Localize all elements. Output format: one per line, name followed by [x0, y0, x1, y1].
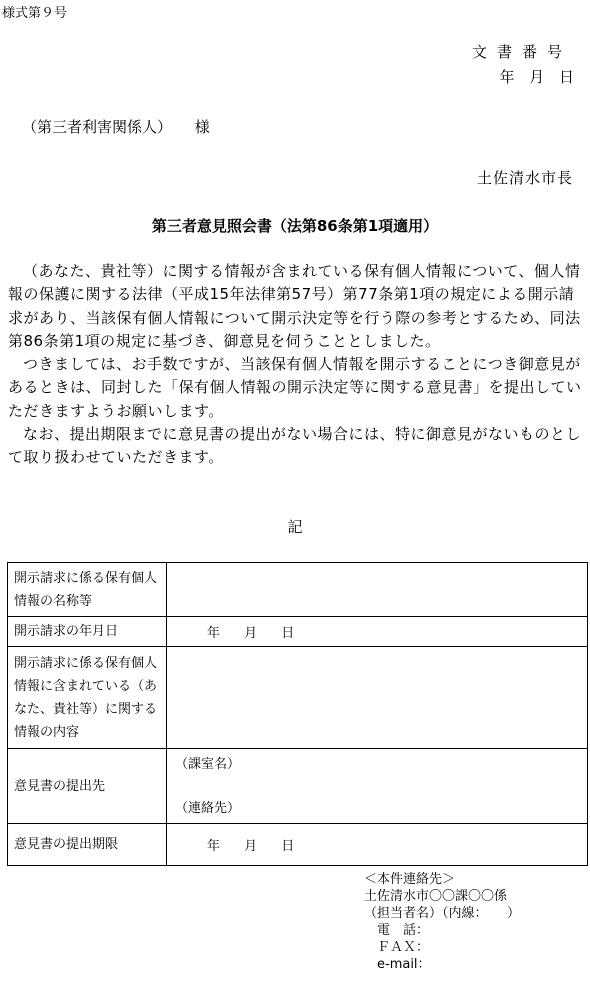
contact-person: （担当者名）（内線： ） — [364, 906, 521, 921]
table-value-deadline[interactable]: 年 月 日 — [167, 824, 588, 866]
body-paragraph: なお、提出期限までに意見書の提出がない場合には、特に御意見がないものとして取り扱わせていただきます。 — [8, 425, 582, 467]
info-table — [7, 562, 588, 866]
contact-label: （連絡先） — [175, 801, 241, 816]
contact-fax: ＦＡＸ： — [364, 940, 430, 955]
table-label-info-name: 開示請求に係る保有個人情報の名称等 — [8, 563, 167, 617]
table-value-info-content[interactable] — [167, 647, 588, 749]
table-row — [8, 647, 588, 749]
form-number: 様式第９号 — [2, 6, 68, 21]
document-number-label: 文書番号 — [471, 43, 572, 61]
table-value-request-date[interactable]: 年 月 日 — [167, 617, 588, 647]
table-label-info-content: 開示請求に係る保有個人情報に含まれている（あなた、貴社等）に関する情報の内容 — [8, 647, 167, 749]
table-row — [8, 617, 588, 647]
contact-phone: 電 話： — [364, 923, 430, 938]
body-paragraph: つきましては、お手数ですが、当該保有個人情報を開示することにつき御意見があるときは、同封した「保有個人情報の開示決定等に関する意見書」を提出していただきますようお願いします。 — [8, 355, 582, 420]
table-row — [8, 749, 588, 824]
contact-email: e-mail： — [364, 957, 431, 972]
table-value-submit-to[interactable] — [167, 749, 588, 824]
table-row — [8, 563, 588, 617]
document-title: 第三者意見照会書（法第86条第1項適用） — [151, 217, 439, 235]
recipient-line: （第三者利害関係人） 様 — [22, 118, 210, 136]
contact-dept: 土佐清水市〇〇課〇〇係 — [364, 889, 508, 904]
section-name-label: （課室名） — [175, 757, 241, 772]
issue-date-label: 年 月 日 — [499, 68, 574, 86]
contact-heading: ＜本件連絡先＞ — [364, 872, 456, 887]
body-paragraph: （あなた、貴社等）に関する情報が含まれている保有個人情報について、個人情報の保護に関する法律（平成15年法律第57号）第77条第1項の規定による開示請求があり、当該保有個人情報について開示決定等を行う際の参考とするため、同法第86条第1項の規定に基づき、御意見を伺うこととしました。 — [8, 262, 581, 350]
table-value-info-name[interactable] — [167, 563, 588, 617]
contact-block — [364, 871, 520, 973]
ki-heading: 記 — [287, 518, 303, 536]
table-label-deadline: 意見書の提出期限 — [8, 824, 167, 866]
table-label-request-date: 開示請求の年月日 — [8, 617, 167, 647]
body-text — [8, 260, 588, 470]
table-row — [8, 824, 588, 866]
table-label-submit-to: 意見書の提出先 — [8, 749, 167, 824]
sender-name: 土佐清水市長 — [476, 169, 573, 187]
